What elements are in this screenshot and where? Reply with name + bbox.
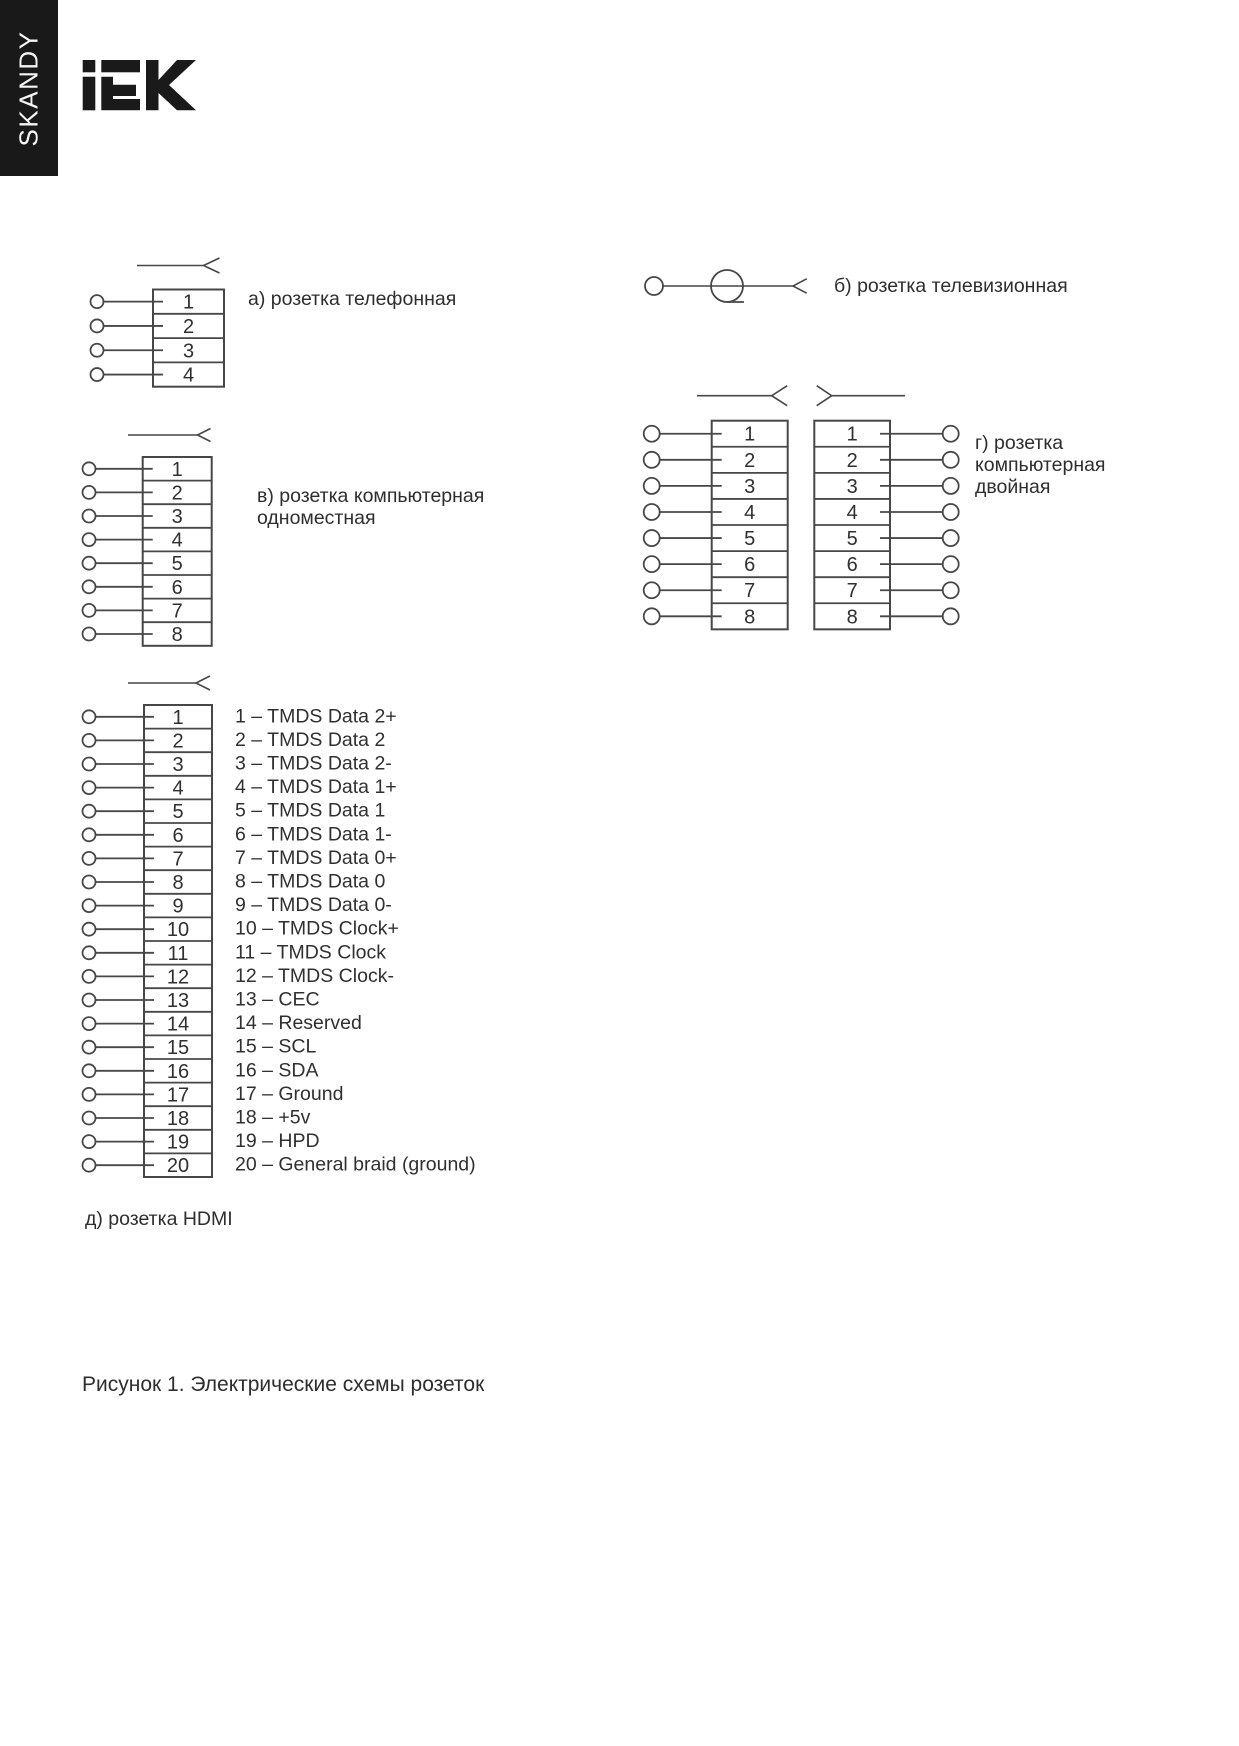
pin-function-label: 13 – CEC [235, 988, 320, 1011]
figure-caption: Рисунок 1. Электрические схемы розеток [82, 1373, 485, 1396]
pin-number: 5 [744, 528, 756, 551]
tv-terminal-circle [645, 277, 663, 295]
pin-function-label: 15 – SCL [235, 1035, 317, 1058]
pin-terminal-circle [83, 557, 96, 570]
pin-terminal-circle [83, 486, 96, 499]
pin-number: 1 [182, 291, 195, 314]
pin-number: 6 [846, 554, 858, 577]
pin-terminal-circle [83, 923, 96, 936]
pin-terminal-circle [83, 1088, 96, 1101]
pin-function-label: 10 – TMDS Clock+ [235, 917, 399, 940]
pin-number: 7 [846, 580, 858, 603]
pin-terminal-circle [943, 452, 959, 468]
label-line: компьютерная [975, 454, 1106, 476]
pin-function-label: 5 – TMDS Data 1 [235, 799, 386, 822]
pin-number: 19 [166, 1131, 190, 1154]
pin-number: 7 [744, 580, 756, 603]
label-tv-socket: б) розетка телевизионная [834, 275, 1068, 297]
pin-number: 4 [182, 364, 195, 387]
pin-number: 8 [744, 606, 756, 629]
pin-terminal-circle [83, 462, 96, 475]
pin-terminal-circle [83, 970, 96, 983]
pin-terminal-circle [943, 608, 959, 624]
label-line: в) розетка компьютерная [257, 485, 485, 507]
pin-number: 15 [166, 1037, 190, 1060]
pin-number: 8 [846, 606, 858, 629]
pin-number: 6 [171, 576, 183, 599]
pin-number: 9 [172, 895, 184, 918]
pin-terminal-circle [91, 295, 104, 308]
pin-terminal-circle [91, 344, 104, 357]
pin-number: 8 [172, 872, 184, 894]
pin-terminal-circle [943, 426, 959, 442]
pin-number: 3 [172, 754, 184, 776]
pin-terminal-circle [83, 628, 96, 641]
pin-function-label: 7 – TMDS Data 0+ [235, 846, 397, 869]
pin-number: 7 [171, 600, 183, 623]
label-line: двойная [975, 476, 1051, 498]
pin-number: 5 [846, 528, 858, 551]
pin-function-label: 6 – TMDS Data 1- [235, 823, 392, 846]
pin-function-label: 16 – SDA [235, 1059, 319, 1082]
pin-terminal-circle [644, 504, 660, 520]
feed-arrowhead [817, 386, 832, 406]
feed-arrowhead [793, 279, 807, 293]
pin-number: 3 [171, 506, 183, 528]
pin-number: 3 [744, 475, 756, 498]
pin-terminal-circle [91, 368, 104, 381]
pin-number: 8 [171, 624, 183, 646]
feed-arrowhead [204, 258, 220, 273]
pin-number: 11 [167, 942, 189, 965]
pin-number: 5 [172, 801, 184, 824]
feed-arrowhead [198, 429, 211, 442]
pin-terminal-circle [644, 582, 660, 598]
pin-number: 1 [171, 458, 183, 481]
pin-terminal-circle [83, 946, 96, 959]
pin-terminal-circle [943, 530, 959, 546]
pin-number: 4 [744, 501, 756, 524]
pin-number: 1 [744, 423, 756, 446]
pin-number: 13 [166, 990, 190, 1012]
pin-number: 5 [171, 553, 183, 576]
pin-terminal-circle [83, 604, 96, 617]
pin-function-label: 9 – TMDS Data 0- [235, 894, 392, 917]
pin-number: 4 [172, 777, 184, 800]
pin-number: 16 [166, 1060, 190, 1083]
pin-function-label: 3 – TMDS Data 2- [235, 752, 392, 775]
pin-function-label: 18 – +5v [235, 1106, 311, 1129]
pin-number: 1 [846, 423, 858, 446]
pin-terminal-circle [644, 426, 660, 442]
pin-number: 4 [846, 501, 858, 524]
label-computer-single-socket [257, 485, 484, 529]
pin-number: 18 [166, 1108, 190, 1130]
pin-number: 12 [166, 966, 190, 989]
pin-function-label: 12 – TMDS Clock- [235, 964, 394, 987]
feed-arrowhead [196, 676, 210, 690]
pin-terminal-circle [83, 1135, 96, 1148]
pin-function-label: 17 – Ground [235, 1082, 344, 1105]
pin-terminal-circle [943, 478, 959, 494]
pin-number: 7 [172, 848, 184, 871]
feed-arrowhead [772, 386, 788, 406]
pin-number: 3 [846, 475, 858, 498]
label-line: г) розетка [975, 432, 1064, 454]
pin-terminal-circle [644, 530, 660, 546]
pin-number: 10 [166, 919, 190, 942]
pin-number: 2 [172, 730, 184, 753]
pin-function-label: 2 – TMDS Data 2 [235, 728, 386, 751]
pin-function-label: 11 – TMDS Clock [235, 941, 386, 964]
pin-number: 2 [846, 449, 858, 472]
pin-terminal-circle [644, 452, 660, 468]
pin-function-label: 14 – Reserved [235, 1012, 362, 1035]
pin-number: 4 [171, 529, 183, 552]
pin-number: 14 [166, 1013, 190, 1036]
pin-number: 3 [182, 340, 195, 363]
pin-terminal-circle [943, 582, 959, 598]
pin-terminal-circle [83, 876, 96, 889]
pin-terminal-circle [83, 994, 96, 1007]
pin-terminal-circle [644, 556, 660, 572]
pin-terminal-circle [83, 1017, 96, 1030]
pin-terminal-circle [83, 710, 96, 723]
pin-terminal-circle [83, 1064, 96, 1077]
label-line: одноместная [257, 507, 376, 529]
pin-function-label: 19 – HPD [235, 1130, 320, 1153]
pin-number: 1 [172, 706, 184, 729]
pin-number: 20 [166, 1155, 190, 1178]
pin-terminal-circle [83, 758, 96, 771]
pin-terminal-circle [83, 510, 96, 523]
pin-terminal-circle [644, 608, 660, 624]
pin-terminal-circle [83, 1159, 96, 1172]
pin-function-label: 8 – TMDS Data 0 [235, 870, 386, 893]
pin-number: 17 [166, 1084, 190, 1107]
pin-terminal-circle [83, 1112, 96, 1125]
pin-terminal-circle [83, 828, 96, 841]
pin-terminal-circle [83, 899, 96, 912]
pin-terminal-circle [83, 852, 96, 865]
pin-function-label: 1 – TMDS Data 2+ [235, 705, 397, 728]
pin-terminal-circle [644, 478, 660, 494]
pin-number: 6 [172, 824, 184, 847]
label-telephone-socket: а) розетка телефонная [248, 288, 457, 310]
pin-terminal-circle [91, 319, 104, 332]
sidebar-brand-label: SKANDY [13, 30, 44, 146]
pin-function-label: 20 – General braid (ground) [235, 1153, 476, 1176]
pin-number: 2 [744, 449, 756, 472]
pin-number: 6 [744, 554, 756, 577]
pin-number: 2 [182, 315, 195, 338]
pin-terminal-circle [83, 580, 96, 593]
pin-terminal-circle [83, 805, 96, 818]
pin-terminal-circle [83, 781, 96, 794]
label-computer-double-socket [975, 432, 1106, 498]
pin-terminal-circle [83, 533, 96, 546]
pin-terminal-circle [83, 1041, 96, 1054]
pin-terminal-circle [943, 504, 959, 520]
pin-function-label: 4 – TMDS Data 1+ [235, 776, 397, 799]
label-hdmi-socket: д) розетка HDMI [85, 1208, 233, 1230]
pin-number: 2 [171, 482, 183, 505]
pin-terminal-circle [83, 734, 96, 747]
pin-terminal-circle [943, 556, 959, 572]
